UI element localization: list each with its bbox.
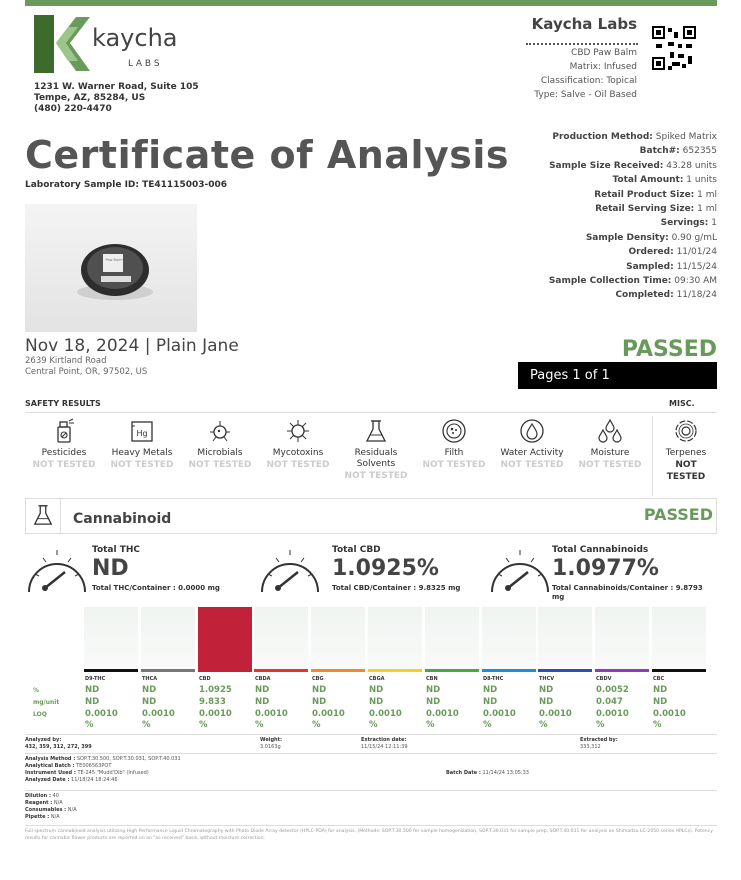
analyzed-by-label: Analyzed by: (25, 737, 62, 743)
total-cbd-container: Total CBD/Container : 9.8325 mg (332, 584, 461, 592)
meta-value: 1 ml (694, 204, 717, 214)
divider (25, 734, 717, 735)
balm-tin-image (25, 204, 197, 332)
batch-date-label: Batch Date : (446, 770, 481, 776)
compound-mg-value: ND (255, 697, 270, 707)
safety-item-name: Moisture (590, 448, 630, 458)
meta-key: Retail Serving Size: (595, 204, 695, 214)
compound-name: CBDA (255, 676, 271, 682)
compound-pct-value: ND (85, 685, 100, 695)
compound-color-stripe (198, 669, 252, 672)
compound-loq-value: 0.0010 (369, 709, 402, 719)
compound-loq-value: 0.0010 (255, 709, 288, 719)
safety-item-name: Water Activity (500, 448, 564, 458)
safety-item-status: NOT TESTED (266, 460, 330, 470)
terpenes-name: Terpenes (665, 448, 707, 458)
pipette-label: Pipette : (25, 814, 50, 820)
compound-pct-value: 0.0052 (596, 685, 629, 695)
row-label-percent: % (33, 687, 40, 694)
extraction-date (361, 737, 408, 751)
misc-separator (652, 416, 653, 496)
safety-item-moisture (571, 418, 649, 471)
dilution (25, 793, 77, 800)
safety-item-status: NOT TESTED (188, 460, 252, 470)
total-cbd-title: Total CBD (332, 545, 381, 555)
pipette (25, 814, 77, 821)
analytical-batch-label: Analytical Batch : (25, 763, 75, 769)
lab-name: Kaycha Labs (531, 15, 637, 33)
gauge-icon (25, 544, 89, 596)
meta-key: Sample Collection Time: (548, 276, 672, 286)
compound-color-stripe (254, 669, 308, 672)
compound-color-stripe (595, 669, 649, 672)
pipette-value: N/A (49, 814, 60, 820)
compound-name: CBDV (596, 676, 612, 682)
compound-color-stripe (368, 669, 422, 672)
meta-key: Production Method: (552, 132, 653, 142)
dilution-label: Dilution : (25, 793, 51, 799)
compound-mg-value: ND (142, 697, 157, 707)
logo-text: kaycha (92, 24, 178, 52)
safety-item-status: NOT TESTED (32, 460, 96, 470)
meta-value: 652355 (679, 146, 717, 157)
divider (25, 825, 717, 826)
safety-item-status: NOT TESTED (422, 460, 486, 470)
safety-item-name: Heavy Metals (111, 448, 173, 458)
product-type: Type: Salve - Oil Based (534, 90, 637, 100)
dilution-value: 40 (50, 793, 59, 799)
meta-row (626, 260, 717, 274)
virus-icon (285, 418, 311, 444)
cannabinoid-status: PASSED (643, 505, 713, 524)
meta-value: 0.90 g/mL (668, 232, 717, 243)
safety-item-name: Mycotoxins (272, 448, 324, 458)
compound-pct-value: ND (142, 685, 157, 695)
meta-key: Ordered: (628, 247, 674, 258)
row-label-mg-unit: mg/unit (33, 699, 60, 706)
compound-pct-value: ND (539, 685, 554, 695)
client-date-line: Nov 18, 2024 | Plain Jane (25, 336, 239, 356)
meta-value: 43.28 units (663, 160, 717, 171)
compound-loq-value: 0.0010 (653, 709, 686, 719)
weight-value: 3.0163g (260, 744, 281, 750)
compound-bar (482, 607, 536, 669)
compound-bar (595, 607, 649, 669)
methodology-footnote: Full spectrum cannabinoid analysis utilizing High Performance Liquid Chromatography with Photo Diode Array detector (HPLC-PDA) for analysis. (Methods: SOP.T.30.500 for sample homogenization, SOP.T.30.031 for sample prep, SOP.T.40.031 for analysis on Shimadzu LC-2050 series HPLCs). Potency results for cannabis flower products are reported on an "as received" basis, without moisture correction. (25, 829, 713, 841)
kaycha-k-logo-icon (34, 15, 90, 73)
analysis-method-label: Analysis Method : (25, 756, 76, 762)
flask-icon (32, 503, 54, 527)
filth-icon (441, 418, 467, 444)
meta-row (549, 159, 717, 173)
compound-pct-value: ND (653, 685, 668, 695)
compound-loq-unit: % (85, 720, 94, 730)
compound-color-stripe (538, 669, 592, 672)
hg-symbol: Hg (136, 429, 148, 438)
compound-color-stripe (141, 669, 195, 672)
compound-loq-unit: % (255, 720, 264, 730)
compound-name: CBD (199, 676, 211, 682)
sample-photo (25, 204, 197, 332)
compound-pct-value: ND (426, 685, 441, 695)
client-address (25, 356, 147, 378)
compound-bar (538, 607, 592, 669)
meta-row (661, 216, 717, 230)
compound-loq-unit: % (312, 720, 321, 730)
compound-loq-unit: % (426, 720, 435, 730)
analyzed-by (25, 737, 92, 751)
meta-value: 1 (708, 218, 717, 229)
meta-key: Retail Product Size: (594, 189, 695, 200)
dotted-divider (526, 43, 638, 45)
compound-name: THCA (142, 676, 158, 682)
batch-date-value: 11/14/24 13:05:33 (480, 770, 529, 776)
photo-label: Paw Balm (105, 258, 123, 262)
compound-mg-value: ND (85, 697, 100, 707)
meta-row (586, 231, 717, 245)
weight-label: Weight: (260, 737, 282, 743)
compound-bar (84, 607, 138, 669)
overall-status: PASSED (621, 337, 717, 362)
terpene-flower-icon (673, 418, 699, 444)
compound-mg-value: ND (653, 697, 668, 707)
row-label-loq: LOQ (33, 711, 47, 718)
meta-key: Sample Size Received: (549, 160, 664, 171)
safety-item-filth (415, 418, 493, 471)
meta-value: 1 units (683, 175, 717, 186)
total-cannabinoids-value: 1.0977% (552, 556, 659, 581)
compound-color-stripe (652, 669, 706, 672)
compound-loq-unit: % (483, 720, 492, 730)
client-address-line2: Central Point, OR, 97502, US (25, 367, 148, 377)
compound-mg-value: ND (312, 697, 327, 707)
lab-address-line2: Tempe, AZ, 85284, US (34, 93, 146, 103)
safety-results-heading: SAFETY RESULTS (25, 399, 101, 408)
gauge-icon (488, 544, 552, 596)
analysis-method (25, 756, 181, 763)
safety-item-heavy-metals (103, 418, 181, 471)
safety-item-status: NOT TESTED (578, 460, 642, 470)
instrument-used-label: Instrument Used : (25, 770, 76, 776)
lab-address (34, 82, 199, 115)
meta-row (615, 288, 717, 302)
compound-name: CBC (653, 676, 665, 682)
reagent-label: Reagent : (25, 800, 53, 806)
compound-color-stripe (84, 669, 138, 672)
compound-loq-unit: % (539, 720, 548, 730)
microbe-icon (208, 418, 232, 444)
safety-item-name: Filth (444, 448, 464, 458)
compound-loq-value: 0.0010 (539, 709, 572, 719)
safety-item-pesticides (25, 418, 103, 471)
compound-loq-value: 0.0010 (426, 709, 459, 719)
compound-bar (254, 607, 308, 669)
compound-pct-value: ND (369, 685, 384, 695)
moisture-drops-icon (596, 418, 624, 444)
meta-key: Sample Density: (585, 232, 669, 243)
instrument-used-value: TE-245 "Mudd'Dib" (Infused) (75, 770, 149, 776)
compound-pct-value: ND (312, 685, 327, 695)
compound-loq-value: 0.0010 (312, 709, 345, 719)
compound-mg-value: ND (539, 697, 554, 707)
compound-loq-unit: % (142, 720, 151, 730)
total-thc-container: Total THC/Container : 0.0000 mg (92, 584, 220, 592)
product-name: CBD Paw Balm (571, 48, 637, 58)
compound-mg-value: 9.833 (199, 697, 226, 707)
total-cannabinoids-title: Total Cannabinoids (552, 545, 649, 555)
compound-color-stripe (425, 669, 479, 672)
compound-bar (311, 607, 365, 669)
lab-address-line1: 1231 W. Warner Road, Suite 105 (34, 82, 199, 92)
analyzed-date-label: Analyzed Date : (25, 777, 70, 783)
compound-loq-unit: % (369, 720, 378, 730)
meta-key: Completed: (615, 290, 674, 301)
lab-phone: (480) 220-4470 (34, 104, 112, 114)
compound-name: CBGA (369, 676, 385, 682)
analyzed-date-value: 11/18/24 18:24:46 (69, 777, 118, 783)
logo-subtext: L A B S (128, 59, 160, 69)
page-indicator: Pages 1 of 1 (518, 362, 717, 389)
compound-pct-value: 1.0925 (199, 685, 232, 695)
product-matrix: Matrix: Infused (569, 62, 637, 72)
compound-name: D9-THC (85, 676, 106, 682)
heavy-metals-icon (130, 418, 154, 444)
compound-color-stripe (482, 669, 536, 672)
compound-bar (652, 607, 706, 669)
safety-item-mycotoxins (259, 418, 337, 471)
compound-loq-value: 0.0010 (483, 709, 516, 719)
client-address-line1: 2639 Kirtland Road (25, 356, 107, 366)
meta-row (549, 274, 717, 288)
compound-mg-value: ND (483, 697, 498, 707)
kaycha-logo (34, 15, 204, 75)
analyzed-date (25, 777, 181, 784)
extracted-by-value: 333,312 (580, 744, 601, 750)
laboratory-sample-id: Laboratory Sample ID: TE41115003-006 (25, 180, 228, 190)
meta-value: 1 ml (694, 189, 717, 200)
consumables (25, 807, 77, 814)
compound-loq-value: 0.0010 (85, 709, 118, 719)
divider (25, 790, 717, 791)
qr-code-icon[interactable] (652, 26, 696, 70)
top-accent-bar (25, 0, 717, 6)
total-thc-value: ND (92, 556, 129, 581)
instrument-used (25, 770, 181, 777)
compound-loq-unit: % (653, 720, 662, 730)
weight (260, 737, 282, 751)
compound-name: D8-THC (483, 676, 504, 682)
analytical-batch-value: TE006563POT (74, 763, 112, 769)
compound-mg-value: ND (426, 697, 441, 707)
compound-pct-value: ND (483, 685, 498, 695)
divider (25, 753, 717, 754)
analyzed-by-value: 432, 359, 312, 272, 399 (25, 744, 92, 750)
flask-icon (364, 418, 388, 444)
analysis-details (25, 756, 181, 784)
safety-item-name: Pesticides (41, 448, 87, 458)
compound-loq-value: 0.0010 (199, 709, 232, 719)
batch-date (446, 770, 529, 777)
safety-divider (25, 412, 717, 413)
compound-name: THCV (539, 676, 555, 682)
safety-item-water-activity (493, 418, 571, 471)
extracted-by (580, 737, 618, 751)
spray-bottle-icon (52, 418, 76, 444)
compound-loq-unit: % (199, 720, 208, 730)
compound-name: CBG (312, 676, 324, 682)
meta-value: 09:30 AM (671, 276, 717, 286)
reagent (25, 800, 77, 807)
consumables-value: N/A (66, 807, 77, 813)
water-drop-icon (519, 418, 545, 444)
safety-item-residual-solvents (337, 418, 415, 482)
meta-row (552, 130, 717, 144)
analysis-method-value: SOP.T.30.500, SOP.T.30.031, SOP.T.40.031 (75, 756, 181, 762)
gauge-icon (258, 544, 322, 596)
meta-value: 11/01/24 (673, 247, 717, 258)
compound-bar (198, 607, 252, 669)
compound-pct-value: ND (255, 685, 270, 695)
reagent-value: N/A (52, 800, 63, 806)
consumables-label: Consumables : (25, 807, 67, 813)
misc-heading: MISC. (669, 399, 695, 408)
safety-item-status: NOT TESTED (500, 460, 564, 470)
cannabinoid-title: Cannabinoid (73, 511, 172, 527)
meta-key: Sampled: (626, 261, 674, 272)
compound-mg-value: 0.047 (596, 697, 623, 707)
compound-mg-value: ND (369, 697, 384, 707)
cannabinoid-icon-box (25, 498, 61, 534)
compound-bar (141, 607, 195, 669)
meta-value: 11/18/24 (673, 290, 717, 301)
safety-item-name: Residuals Solvents (354, 448, 398, 469)
compound-bar-fill (198, 607, 252, 669)
compound-bar (368, 607, 422, 669)
compound-loq-unit: % (596, 720, 605, 730)
misc-item-terpenes (655, 418, 717, 483)
analytical-batch (25, 763, 181, 770)
terpenes-status: NOT TESTED (666, 460, 706, 482)
safety-item-status: NOT TESTED (344, 471, 408, 481)
meta-row (612, 173, 717, 187)
total-thc-title: Total THC (92, 545, 140, 555)
product-classification: Classification: Topical (540, 76, 637, 86)
compound-loq-value: 0.0010 (142, 709, 175, 719)
compound-bar (425, 607, 479, 669)
extraction-date-label: Extraction date: (361, 737, 407, 743)
page-title: Certificate of Analysis (25, 133, 510, 177)
compound-name: CBN (426, 676, 438, 682)
meta-row (595, 202, 717, 216)
safety-item-name: Microbials (197, 448, 243, 458)
reagent-details (25, 793, 77, 821)
extracted-by-label: Extracted by: (580, 737, 618, 743)
total-cannabinoids-container: Total Cannabinoids/Container : 9.8793 mg (552, 584, 703, 601)
compound-loq-value: 0.0010 (596, 709, 629, 719)
meta-key: Total Amount: (612, 175, 684, 186)
total-cbd-value: 1.0925% (332, 556, 439, 581)
extraction-date-value: 11/15/24 12:11:39 (361, 744, 408, 750)
compound-color-stripe (311, 669, 365, 672)
safety-item-microbials (181, 418, 259, 471)
safety-item-status: NOT TESTED (110, 460, 174, 470)
meta-value: Spiked Matrix (652, 132, 717, 142)
meta-value: 11/15/24 (673, 261, 717, 272)
meta-row (640, 144, 717, 158)
meta-key: Batch#: (639, 146, 680, 157)
meta-row (628, 245, 717, 259)
meta-key: Servings: (660, 218, 709, 229)
meta-row (594, 188, 717, 202)
